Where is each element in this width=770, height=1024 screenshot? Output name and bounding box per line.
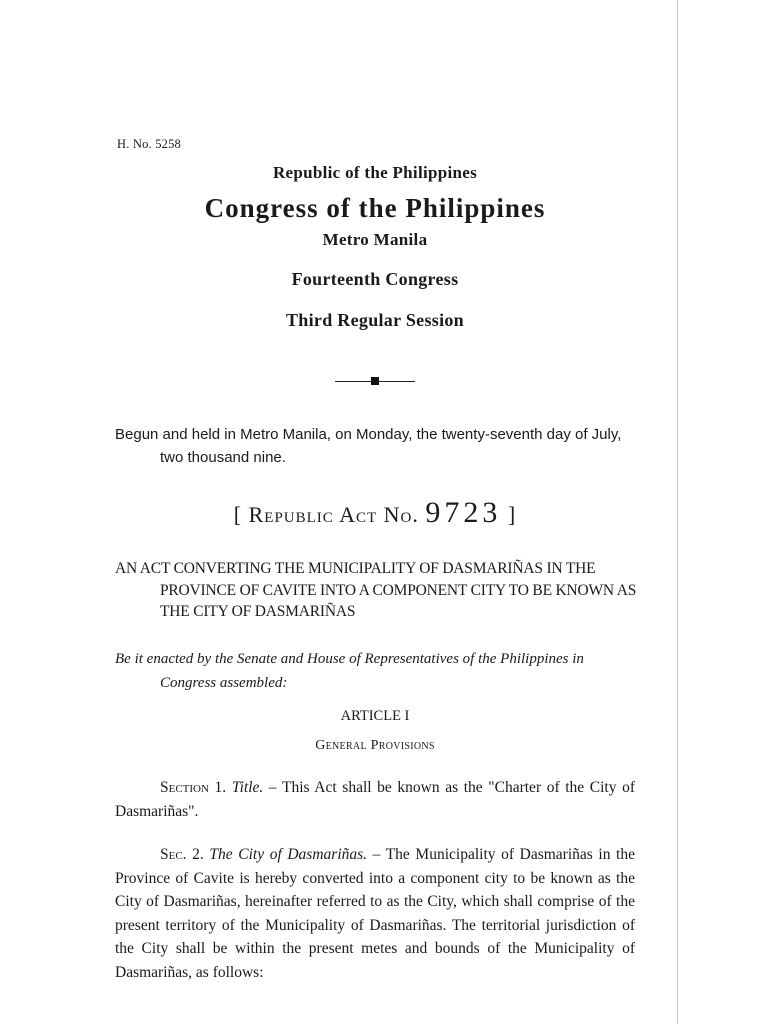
article-subtitle: General Provisions	[315, 738, 435, 753]
congress-number-heading: Fourteenth Congress	[291, 269, 459, 289]
section-1-heading: Title.	[231, 779, 264, 796]
act-title	[115, 496, 635, 530]
section-2-heading: The City of Dasmariñas.	[209, 846, 368, 863]
section-1-label: Section 1.	[160, 779, 227, 796]
location-heading: Metro Manila	[322, 230, 428, 249]
bill-number: H. No. 5258	[117, 137, 182, 151]
section-1-text: – This Act shall be known as the "Charter of the City of Dasmariñas".	[115, 779, 636, 820]
enacting-clause: Be it enacted by the Senate and House of Representatives of the Philippines in Congress assembled:	[115, 651, 584, 691]
section-2-text: – The Municipality of Dasmariñas in the Province of Cavite is hereby converted into a component city to be known as the City of Dasmariñas, hereinafter referred to as the City, which shall comprise of the present territory of the Municipality of Dasmariñas. The territorial jurisdiction of the City shall be within the present metes and bounds of the Municipality of Dasmariñas, as follows:	[115, 846, 635, 981]
congress-heading: Congress of the Philippines	[204, 193, 546, 223]
act-close-bracket: ]	[507, 502, 517, 527]
act-label: Republic Act No.	[248, 502, 419, 527]
act-open-bracket: [	[233, 502, 243, 527]
scan-margin-line	[677, 0, 678, 1024]
session-heading: Third Regular Session	[285, 310, 464, 330]
divider-square	[371, 377, 379, 385]
section-2	[115, 843, 635, 984]
section-2-label: Sec. 2.	[160, 846, 204, 863]
article-title: ARTICLE I	[340, 708, 410, 724]
act-number: 9723	[425, 496, 502, 529]
section-divider-ornament	[335, 376, 415, 386]
section-1	[115, 776, 635, 823]
act-caption: AN ACT CONVERTING THE MUNICIPALITY OF DASMARIÑAS IN THE PROVINCE OF CAVITE INTO A COMPONENT CITY TO BE KNOWN AS THE CITY OF DASMARIÑAS	[115, 560, 637, 620]
republic-heading: Republic of the Philippines	[272, 163, 478, 182]
intro-paragraph: Begun and held in Metro Manila, on Monday, the twenty-seventh day of July, two thousand nine.	[115, 426, 622, 466]
